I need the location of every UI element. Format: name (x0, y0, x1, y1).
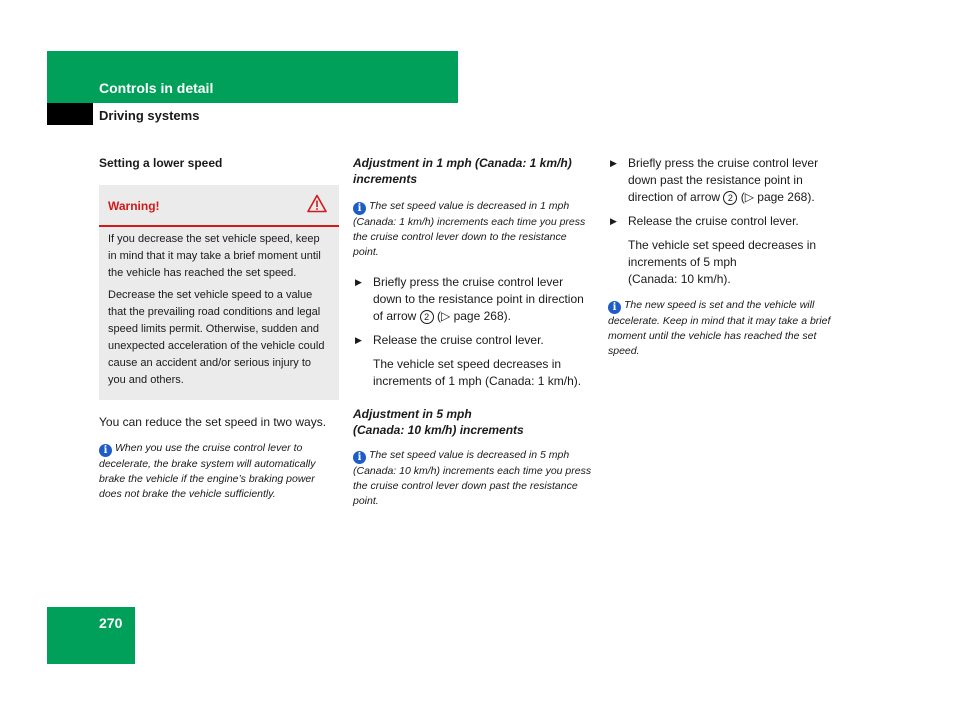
info-note (353, 199, 593, 260)
instruction-step (353, 332, 593, 349)
instruction-step (353, 274, 593, 325)
info-note (353, 448, 593, 509)
heading-5mph (353, 406, 593, 438)
info-icon: i (608, 301, 621, 314)
column-2 (353, 155, 593, 509)
warning-header (99, 185, 339, 227)
warning-triangle-icon (307, 194, 327, 218)
info-icon: i (353, 451, 366, 464)
heading-1mph: Adjustment in 1 mph (Canada: 1 km/h) increments (353, 156, 572, 186)
step-text: Briefly press the cruise control lever down to the resistance point in direction of arrow (373, 275, 584, 323)
subsection-title: Driving systems (99, 108, 200, 123)
warning-label: Warning! (108, 199, 160, 213)
warning-box (99, 185, 339, 400)
step-result-line: (Canada: 10 km/h). (628, 272, 731, 286)
heading-lower-speed: Setting a lower speed (99, 156, 223, 170)
bullet-arrow-icon: ▶ (610, 216, 617, 226)
section-title: Controls in detail (99, 80, 214, 96)
step-text: Briefly press the cruise control lever down past the resistance point in direction of arrow (628, 156, 819, 204)
page-reference: (▷ page 268). (737, 190, 815, 204)
info-icon: i (99, 444, 112, 457)
instruction-step (608, 213, 848, 230)
bullet-arrow-icon: ▶ (355, 277, 362, 287)
step-result-line: The vehicle set speed decreases in increments of 5 mph (628, 238, 817, 269)
info-icon: i (353, 202, 366, 215)
step-text: Release the cruise control lever. (628, 214, 799, 228)
bullet-arrow-icon: ▶ (355, 335, 362, 345)
info-note-text: The new speed is set and the vehicle will decelerate. Keep in mind that it may take a brief moment until the vehicle has reached the set speed. (608, 299, 831, 357)
info-note (99, 441, 339, 502)
info-note-text: The set speed value is decreased in 5 mph (Canada: 10 km/h) increments each time you press the cruise control lever down past the resistance point. (353, 449, 592, 507)
step-result: The vehicle set speed decreases in increments of 1 mph (Canada: 1 km/h). (373, 357, 582, 388)
bullet-arrow-icon: ▶ (610, 158, 617, 168)
warning-paragraph: Decrease the set vehicle speed to a value that the prevailing road conditions and legal speed limits permit. Otherwise, sudden and unexpected acceleration of the vehicle could cause an accident and/or serious injury to you and others. (108, 289, 325, 386)
section-tab-marker (47, 103, 93, 125)
page-reference: (▷ page 268). (433, 309, 511, 323)
page-number: 270 (99, 615, 123, 631)
body-text: You can reduce the set speed in two ways. (99, 415, 327, 429)
column-1 (99, 155, 339, 502)
step-text: Release the cruise control lever. (373, 333, 544, 347)
info-note (608, 298, 848, 359)
warning-paragraph: If you decrease the set vehicle speed, keep in mind that it may take a brief moment until the vehicle has reached the set speed. (108, 233, 321, 279)
heading-line: Adjustment in 5 mph (353, 407, 472, 421)
arrow-number-badge: 2 (723, 191, 737, 205)
arrow-number-badge: 2 (420, 310, 434, 324)
heading-line: (Canada: 10 km/h) increments (353, 423, 524, 437)
warning-body (99, 227, 339, 400)
info-note-text: When you use the cruise control lever to decelerate, the brake system will automatically brake the vehicle if the engine’s braking power does not brake the vehicle sufficiently. (99, 442, 316, 500)
info-note-text: The set speed value is decreased in 1 mph (Canada: 1 km/h) increments each time you press the cruise control lever down to the resistance point. (353, 200, 586, 258)
step-result (608, 237, 848, 288)
column-3 (608, 155, 848, 359)
instruction-step (608, 155, 848, 206)
